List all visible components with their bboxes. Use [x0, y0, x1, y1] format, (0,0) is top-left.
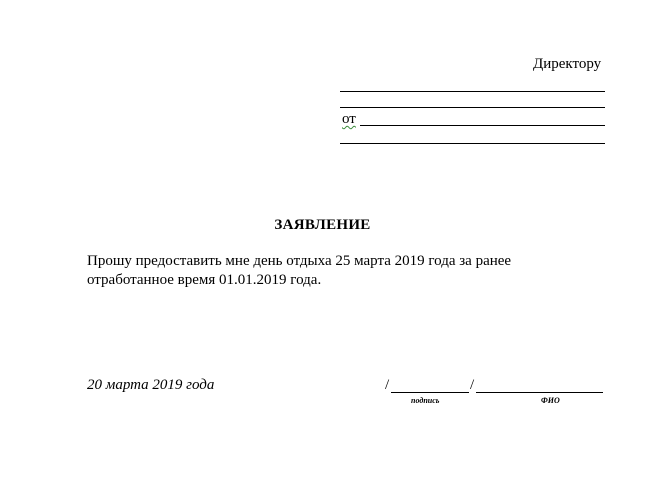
document-title: ЗАЯВЛЕНИЕ — [274, 217, 371, 233]
from-label-text: от — [342, 111, 356, 127]
signature-line — [391, 392, 469, 393]
body-line-2: отработанное время 01.01.2019 года. — [87, 272, 322, 288]
addressee-line-2 — [340, 107, 605, 108]
document-body — [87, 252, 557, 290]
slash-1: / — [385, 377, 390, 393]
addressee-line-1 — [340, 91, 605, 92]
slash-2: / — [470, 377, 475, 393]
body-line-1: Прошу предоставить мне день отдыха 25 марта 2019 года за ранее — [87, 253, 512, 269]
application-date: 20 марта 2019 года — [87, 377, 215, 393]
full-name-caption: ФИО — [541, 396, 560, 405]
addressee-label: Директору — [533, 56, 602, 72]
from-line-2 — [340, 143, 605, 144]
from-label — [342, 110, 356, 128]
signature-caption: подпись — [411, 396, 440, 405]
from-line — [360, 125, 605, 126]
full-name-line — [476, 392, 603, 393]
